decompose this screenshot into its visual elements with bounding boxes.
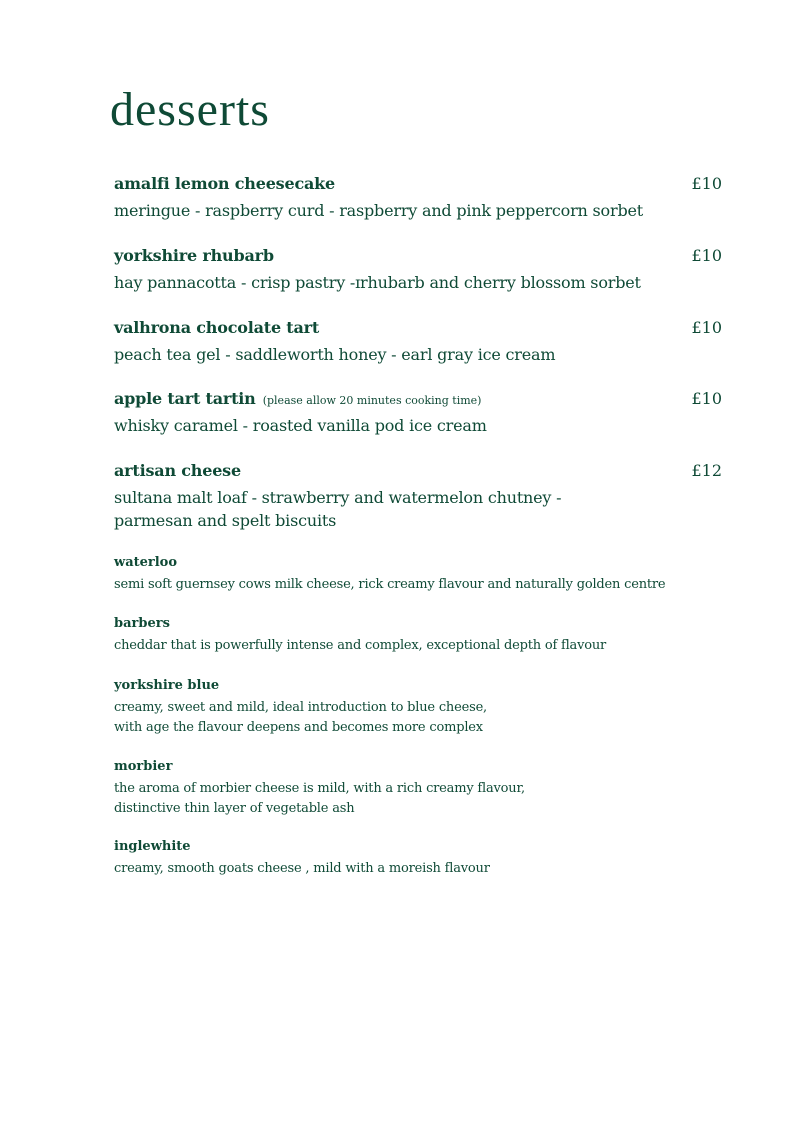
dessert-item bbox=[114, 246, 722, 294]
cheese-description bbox=[114, 859, 714, 879]
cheese-name: barbers bbox=[114, 616, 170, 631]
dessert-description bbox=[114, 199, 722, 222]
description-line: peach tea gel - saddleworth honey - earl gray ice cream bbox=[114, 345, 556, 364]
dessert-price: £12 bbox=[691, 461, 722, 480]
description-line: with age the flavour deepens and becomes more complex bbox=[114, 720, 483, 735]
dessert-description bbox=[114, 414, 722, 437]
dessert-item bbox=[114, 174, 722, 222]
dessert-item bbox=[114, 318, 722, 366]
dessert-description bbox=[114, 271, 722, 294]
cheese-item bbox=[114, 616, 714, 656]
description-line: the aroma of morbier cheese is mild, with a rich creamy flavour, bbox=[114, 781, 525, 796]
cheese-name: morbier bbox=[114, 759, 173, 774]
description-line: semi soft guernsey cows milk cheese, rick creamy flavour and naturally golden centre bbox=[114, 577, 666, 592]
description-line: creamy, sweet and mild, ideal introduction to blue cheese, bbox=[114, 700, 487, 715]
cheese-name: yorkshire blue bbox=[114, 678, 220, 693]
dessert-name: amalfi lemon cheesecake bbox=[114, 174, 336, 193]
dessert-item bbox=[114, 389, 722, 437]
dessert-price: £10 bbox=[691, 318, 722, 337]
dessert-description bbox=[114, 486, 722, 532]
cheese-item bbox=[114, 839, 714, 879]
cheese-item bbox=[114, 678, 714, 738]
dessert-name: apple tart tartin bbox=[114, 389, 256, 408]
cheese-description bbox=[114, 698, 714, 738]
dessert-price: £10 bbox=[691, 174, 722, 193]
cheese-description bbox=[114, 636, 714, 656]
description-line: creamy, smooth goats cheese , mild with a moreish flavour bbox=[114, 861, 490, 876]
dessert-name: yorkshire rhubarb bbox=[114, 246, 274, 265]
description-line: meringue - raspberry curd - raspberry and pink peppercorn sorbet bbox=[114, 201, 643, 220]
dessert-price: £10 bbox=[691, 389, 722, 408]
dessert-note: (please allow 20 minutes cooking time) bbox=[262, 394, 482, 407]
cheese-description bbox=[114, 575, 714, 595]
description-line: distinctive thin layer of vegetable ash bbox=[114, 801, 355, 816]
cheese-item bbox=[114, 555, 714, 595]
description-line: parmesan and spelt biscuits bbox=[114, 511, 337, 530]
description-line: cheddar that is powerfully intense and complex, exceptional depth of flavour bbox=[114, 638, 607, 653]
cheese-name: inglewhite bbox=[114, 839, 191, 854]
description-line: hay pannacotta - crisp pastry -ɪrhubarb and cherry blossom sorbet bbox=[114, 273, 641, 292]
cheese-name: waterloo bbox=[114, 555, 178, 570]
description-line: whisky caramel - roasted vanilla pod ice cream bbox=[114, 416, 487, 435]
dessert-description bbox=[114, 343, 722, 366]
description-line: sultana malt loaf - strawberry and watermelon chutney - bbox=[114, 488, 562, 507]
cheese-item bbox=[114, 759, 714, 819]
dessert-item bbox=[114, 461, 722, 532]
dessert-price: £10 bbox=[691, 246, 722, 265]
dessert-name: artisan cheese bbox=[114, 461, 241, 480]
cheese-description bbox=[114, 779, 714, 819]
dessert-name: valhrona chocolate tart bbox=[114, 318, 320, 337]
page-title: desserts bbox=[110, 83, 270, 136]
